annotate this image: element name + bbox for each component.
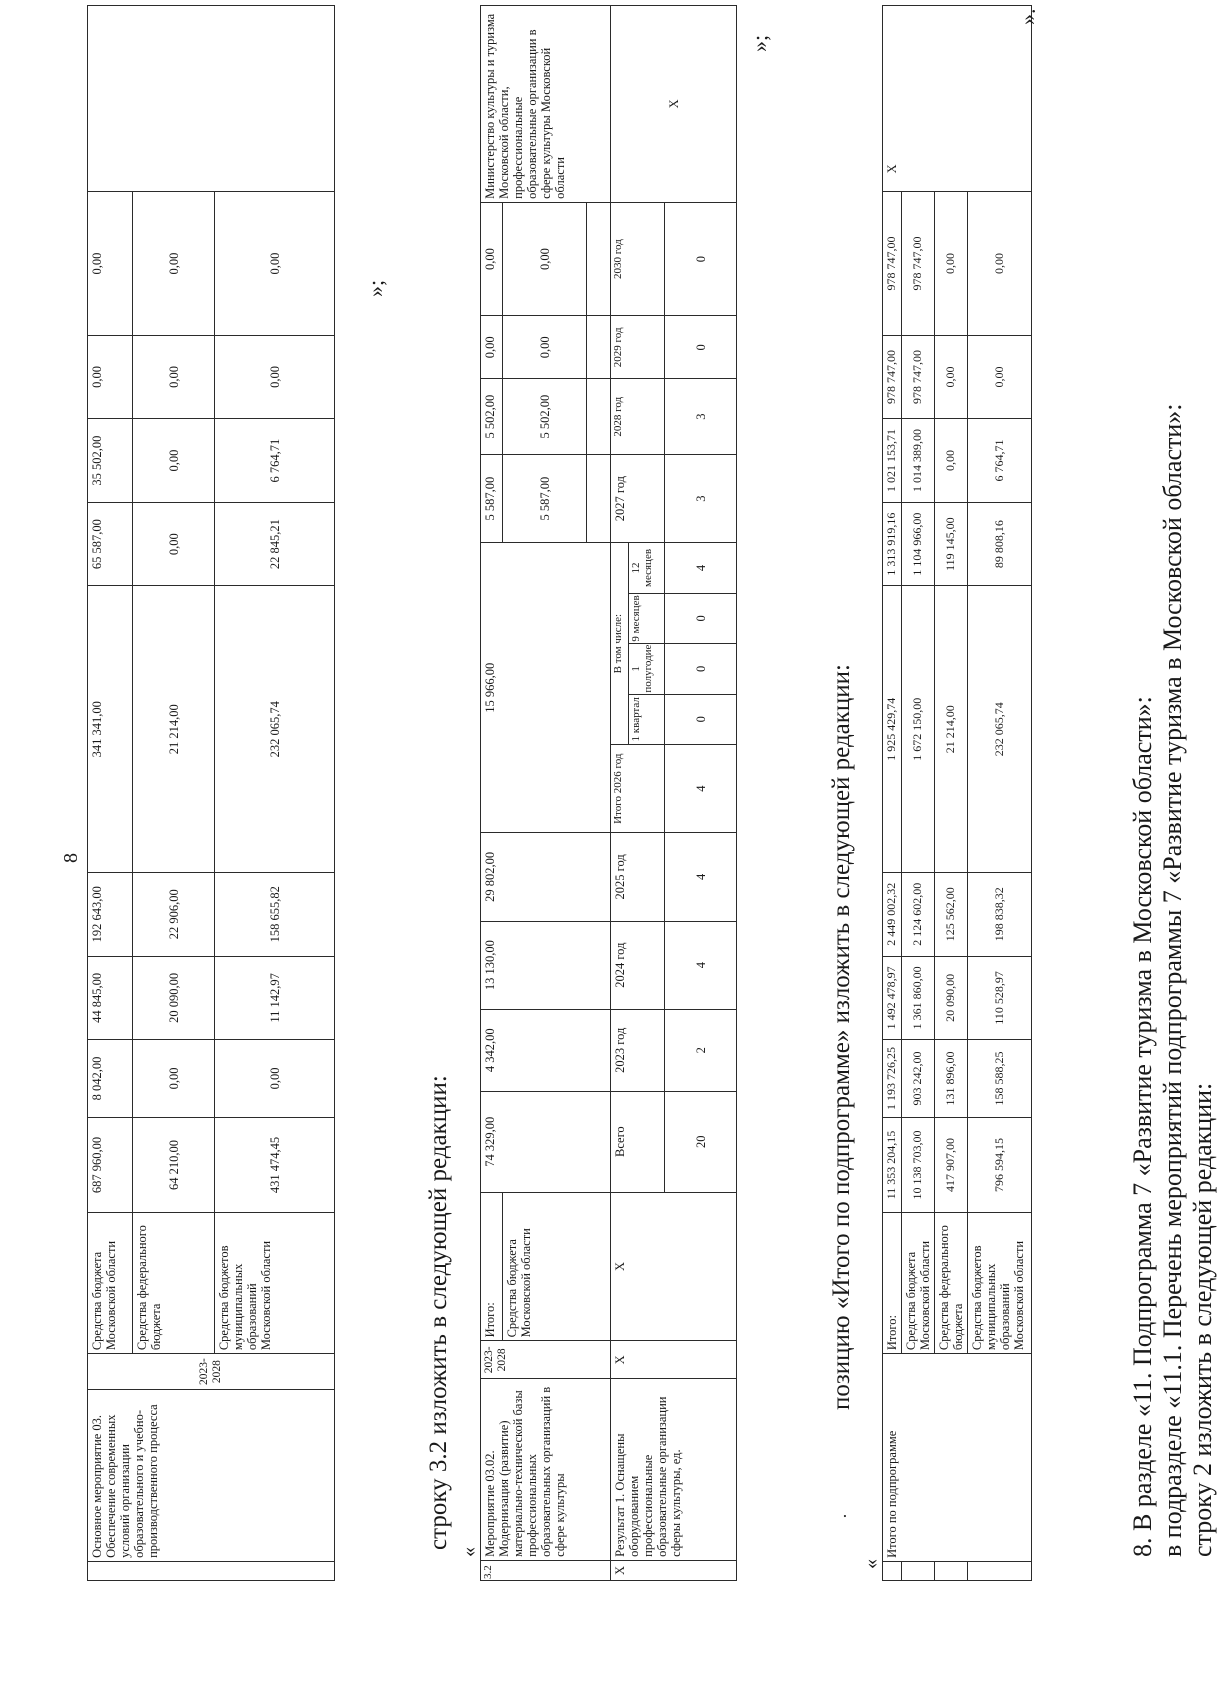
cell-result-value: 0: [665, 593, 737, 643]
cell-source: Средства бюджета Московской области: [88, 1213, 133, 1354]
cell-event-name: Мероприятие 03.02. Модернизация (развитие) материально-технической базы профессиональных образовательных организаций в сфере культуры: [481, 1379, 611, 1561]
cell-empty: [587, 202, 611, 315]
cell-value: 0,00: [133, 192, 215, 335]
cell-result-value: 3: [665, 379, 737, 455]
heading-subsection-11-1: в подразделе «11.1. Перечень мероприятий подпрограммы 7 «Развитие туризма в Московской области»:: [1158, 403, 1187, 1557]
heading-row-3-2: строку 3.2 изложить в следующей редакции:: [425, 1075, 452, 1550]
cell-value: 2 124 602,00: [902, 872, 935, 956]
cell-value: 232 065,74: [215, 586, 335, 873]
cell-event-name: Основное мероприятие 03. Обеспечение современных условий организации образовательного и учебно-производственного процесса: [88, 1389, 335, 1561]
cell-value: 0,00: [88, 192, 133, 335]
cell-value: 0,00: [215, 1040, 335, 1118]
cell-value: 158 655,82: [215, 872, 335, 956]
cell-value: 11 142,97: [215, 956, 335, 1040]
cell-year-header: 2025 год: [611, 833, 665, 921]
cell-value: 29 802,00: [481, 833, 611, 921]
cell-empty: [587, 379, 611, 455]
cell-source: Средства бюджетов муниципальных образований Московской области: [968, 1213, 1032, 1354]
cell-year-header: Всего: [611, 1091, 665, 1192]
cell-result-value: 4: [665, 745, 737, 833]
page-number: 8: [60, 853, 82, 863]
cell-value: 6 764,71: [215, 419, 335, 503]
cell-empty: [587, 455, 611, 543]
heading-row-2: строку 2 изложить в следующей редакции:: [1188, 1082, 1217, 1557]
cell-value: 0,00: [215, 192, 335, 335]
cell-year-header: 2027 год: [611, 455, 665, 543]
cell-responsible: Министерство культуры и туризма Московской области, профессиональные образовательные организации в сфере культуры Московской области: [481, 6, 611, 203]
cell-value: 0,00: [88, 335, 133, 419]
cell-value: 0,00: [935, 419, 968, 503]
cell-num: [88, 1561, 335, 1580]
cell-value: 0,00: [133, 502, 215, 586]
cell-source: Средства бюджета Московской области: [902, 1213, 935, 1354]
cell-value: 1 313 919,16: [883, 502, 902, 586]
opening-quote: «: [458, 1547, 480, 1557]
cell-value: 0,00: [215, 335, 335, 419]
cell-value: 8 042,00: [88, 1040, 133, 1118]
cell-incl-header: В том числе:: [611, 543, 629, 745]
cell-source: Средства бюджета Московской области: [503, 1192, 611, 1341]
closing-quote: »;: [363, 279, 388, 297]
cell-value: 21 214,00: [935, 586, 968, 873]
cell-year-header: 2028 год: [611, 379, 665, 455]
cell-value: 198 838,32: [968, 872, 1032, 956]
cell-result-value: 20: [665, 1091, 737, 1192]
cell-value: 978 747,00: [883, 335, 902, 419]
cell-value: 131 896,00: [935, 1040, 968, 1118]
cell-x: X: [883, 6, 1032, 192]
cell-value: 1 021 153,71: [883, 419, 902, 503]
cell-total-label: Итого по подпрограмме: [883, 1354, 1032, 1562]
cell-value: 0,00: [968, 192, 1032, 335]
cell-value: 1 492 478,97: [883, 956, 902, 1040]
cell-value: 1 104 966,00: [902, 502, 935, 586]
cell-num: 3.2: [481, 1560, 611, 1580]
cell-source: Средства бюджетов муниципальных образований Московской области: [215, 1213, 335, 1354]
cell-value: 20 090,00: [935, 956, 968, 1040]
cell-value: 11 353 204,15: [883, 1117, 902, 1213]
cell-x: X: [611, 1341, 737, 1379]
cell-sub-header: 1 квартал: [629, 694, 665, 744]
cell-value: 0,00: [133, 1040, 215, 1118]
cell-value: 903 242,00: [902, 1040, 935, 1118]
opening-quote: «: [860, 1559, 882, 1569]
cell-value: 89 808,16: [968, 502, 1032, 586]
closing-quote: »;: [747, 34, 772, 52]
cell-num: [902, 1561, 935, 1580]
cell-num: [968, 1561, 1032, 1580]
cell-responsible: [88, 6, 335, 192]
cell-year-header: 2023 год: [611, 1009, 665, 1091]
cell-value: 1 925 429,74: [883, 586, 902, 873]
cell-value: 0,00: [503, 316, 587, 379]
cell-year-header: 2024 год: [611, 921, 665, 1009]
table-event-03-02: [480, 5, 737, 1581]
cell-sub-header: 1 полугодие: [629, 644, 665, 694]
cell-num: [883, 1561, 902, 1580]
cell-result-value: 0: [665, 694, 737, 744]
heading-section-11: 8. В разделе «11. Подпрограмма 7 «Развитие туризма в Московской области»:: [1128, 696, 1157, 1557]
cell-empty: [587, 316, 611, 379]
cell-value: 110 528,97: [968, 956, 1032, 1040]
cell-value: 5 502,00: [481, 379, 503, 455]
cell-value: 5 587,00: [503, 455, 587, 543]
cell-value: 119 145,00: [935, 502, 968, 586]
cell-value: 5 587,00: [481, 455, 503, 543]
cell-value: 0,00: [481, 202, 503, 315]
cell-value: 44 845,00: [88, 956, 133, 1040]
cell-result-value: 3: [665, 455, 737, 543]
cell-value: 2 449 002,32: [883, 872, 902, 956]
cell-value: 125 562,00: [935, 872, 968, 956]
stray-mark: ·: [835, 1513, 855, 1519]
heading-subprogram-total: позицию «Итого по подпрограмме» изложить в следующей редакции:: [828, 664, 855, 1410]
cell-sub-header: 9 месяцев: [629, 593, 665, 643]
cell-x: X: [611, 1192, 737, 1341]
cell-value: 15 966,00: [481, 543, 611, 833]
cell-value: 796 594,15: [968, 1117, 1032, 1213]
cell-result-value: 4: [665, 543, 737, 593]
cell-value: 0,00: [503, 202, 587, 315]
cell-value: 74 329,00: [481, 1091, 611, 1192]
cell-value: 1 672 150,00: [902, 586, 935, 873]
table-subprogram-total: [882, 5, 1032, 1581]
cell-value: 22 906,00: [133, 872, 215, 956]
closing-quote: ».: [1015, 8, 1040, 25]
cell-year-header: 2030 год: [611, 202, 665, 315]
cell-sub-header: 12 месяцев: [629, 543, 665, 593]
cell-value: 417 907,00: [935, 1117, 968, 1213]
cell-value: 978 747,00: [902, 192, 935, 335]
cell-value: 978 747,00: [902, 335, 935, 419]
cell-value: 5 502,00: [503, 379, 587, 455]
cell-value: 65 587,00: [88, 502, 133, 586]
cell-value: 0,00: [481, 316, 503, 379]
cell-value: 1 193 726,25: [883, 1040, 902, 1118]
cell-value: 1 014 389,00: [902, 419, 935, 503]
cell-value: 341 341,00: [88, 586, 133, 873]
cell-value: 978 747,00: [883, 192, 902, 335]
cell-x: X: [611, 6, 737, 203]
cell-period: 2023-2028: [481, 1341, 611, 1379]
cell-value: 22 845,21: [215, 502, 335, 586]
cell-result-value: 0: [665, 316, 737, 379]
cell-year-header: Итого 2026 год: [611, 745, 665, 833]
cell-value: 0,00: [968, 335, 1032, 419]
cell-value: 0,00: [935, 335, 968, 419]
cell-period: 2023-2028: [88, 1354, 335, 1390]
cell-result-value: 2: [665, 1009, 737, 1091]
cell-value: 4 342,00: [481, 1009, 611, 1091]
cell-result-value: 0: [665, 644, 737, 694]
table-main-event-03: [87, 5, 335, 1581]
cell-source: Средства федерального бюджета: [133, 1213, 215, 1354]
cell-value: 158 588,25: [968, 1040, 1032, 1118]
cell-value: 64 210,00: [133, 1117, 215, 1213]
cell-value: 232 065,74: [968, 586, 1032, 873]
cell-source: Средства федерального бюджета: [935, 1213, 968, 1354]
cell-value: 10 138 703,00: [902, 1117, 935, 1213]
cell-value: 6 764,71: [968, 419, 1032, 503]
cell-value: 21 214,00: [133, 586, 215, 873]
cell-result-name: Результат 1. Оснащены оборудованием профессиональные образовательные организации сферы культуры, ед.: [611, 1379, 737, 1561]
cell-x: X: [611, 1560, 737, 1580]
cell-year-header: 2029 год: [611, 316, 665, 379]
cell-result-value: 4: [665, 921, 737, 1009]
cell-value: 0,00: [133, 419, 215, 503]
cell-num: [935, 1561, 968, 1580]
cell-result-value: 4: [665, 833, 737, 921]
cell-result-value: 0: [665, 202, 737, 315]
cell-value: 13 130,00: [481, 921, 611, 1009]
cell-value: 35 502,00: [88, 419, 133, 503]
cell-value: 687 960,00: [88, 1117, 133, 1213]
cell-value: 0,00: [935, 192, 968, 335]
cell-source: Итого:: [883, 1213, 902, 1354]
cell-value: 0,00: [133, 335, 215, 419]
cell-total-label: Итого:: [481, 1192, 503, 1341]
cell-value: 20 090,00: [133, 956, 215, 1040]
cell-value: 192 643,00: [88, 872, 133, 956]
cell-value: 431 474,45: [215, 1117, 335, 1213]
cell-value: 1 361 860,00: [902, 956, 935, 1040]
